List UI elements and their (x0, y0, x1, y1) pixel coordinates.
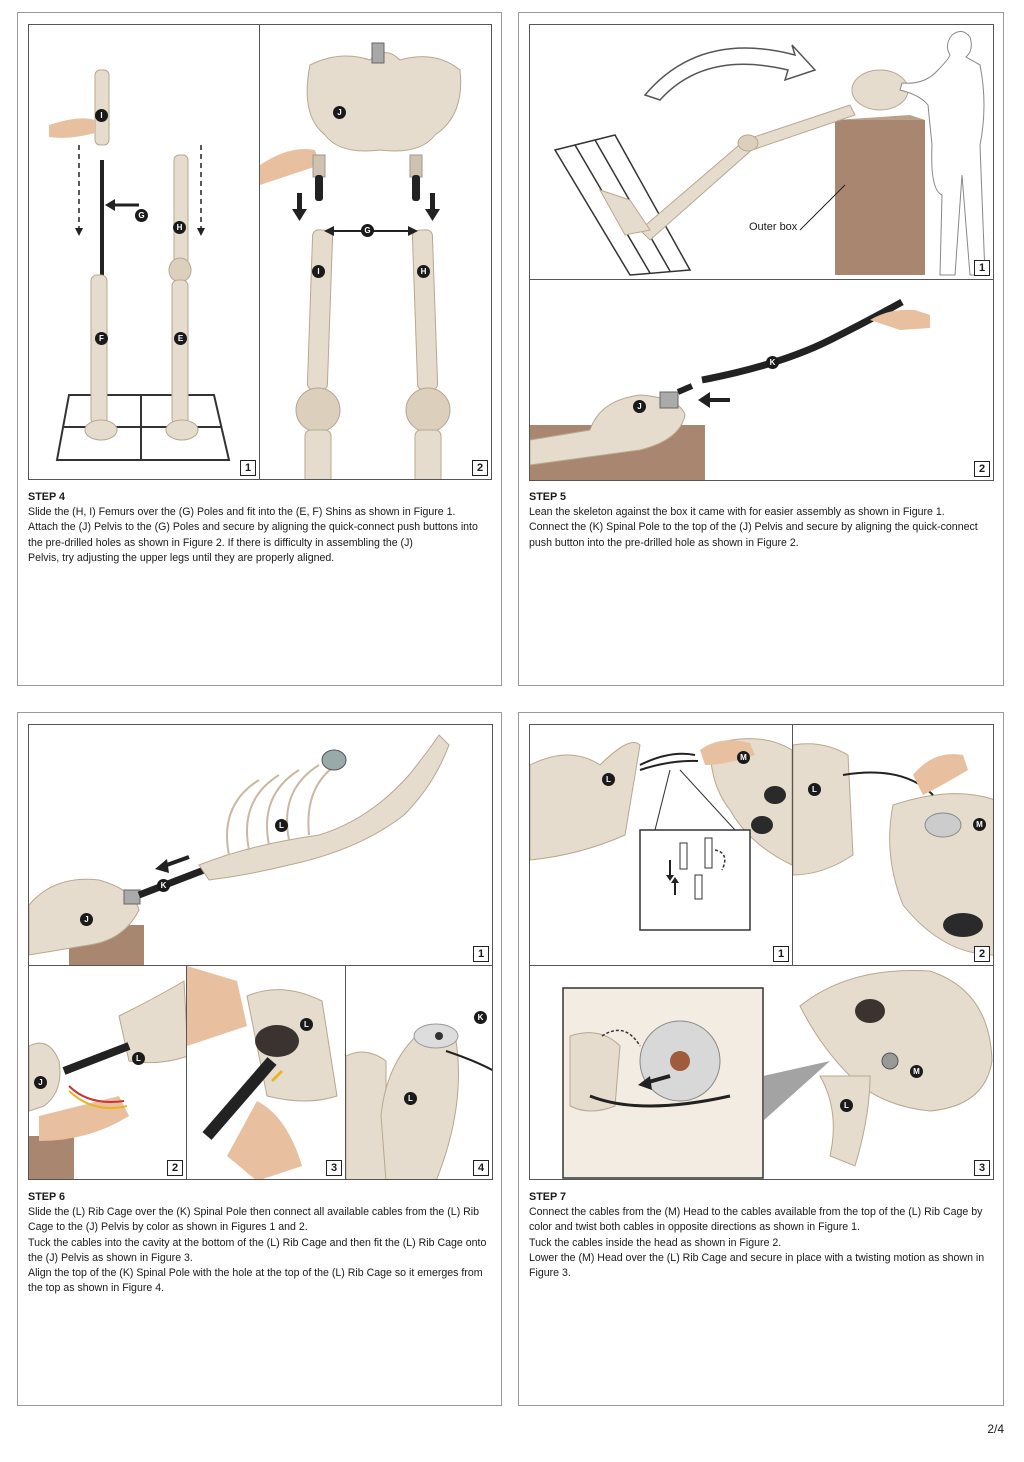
figure-number: 1 (240, 460, 256, 476)
page-number: 2/4 (987, 1422, 1004, 1436)
label-J (633, 400, 646, 413)
step4-panel (17, 12, 502, 686)
figure-number: 2 (472, 460, 488, 476)
step4-title: STEP 4 (28, 491, 66, 503)
figure-number: 4 (473, 1160, 489, 1176)
label-L (840, 1099, 853, 1112)
step6-line2: Tuck the cables into the cavity at the bottom of the (L) Rib Cage and then fit the (L) Rib Cage onto the (J) Pelvis as shown in Figure 3. (28, 1236, 487, 1264)
step4-line1: Slide the (H, I) Femurs over the (G) Poles and fit into the (E, F) Shins as shown in Figure 1. (28, 506, 456, 519)
step6-line1: Slide the (L) Rib Cage over the (K) Spinal Pole then connect all available cables from the (L) Rib Cage to the (J) Pelvis by color as shown in Figures 1 and 2. (28, 1206, 480, 1234)
step4-figure1-illustration (29, 25, 260, 480)
label-I (95, 109, 108, 122)
step5-figure1-illustration (530, 25, 994, 280)
step5-panel (518, 12, 1004, 686)
label-J (80, 913, 93, 926)
step6-instructions (28, 1190, 493, 1296)
label-L (275, 819, 288, 832)
label-M (737, 751, 750, 764)
figure-number: 1 (473, 946, 489, 962)
step6-panel (17, 712, 502, 1406)
figure-number: 2 (974, 461, 990, 477)
step6-title: STEP 6 (28, 1191, 66, 1203)
figure-number: 2 (167, 1160, 183, 1176)
label-G (135, 209, 148, 222)
step5-figure1 (529, 24, 994, 280)
step4-instructions (28, 490, 493, 566)
step7-title: STEP 7 (529, 1191, 567, 1203)
step5-instructions (529, 490, 994, 551)
label-F (95, 332, 108, 345)
step4-line3: Pelvis, try adjusting the upper legs until they are properly aligned. (28, 551, 335, 564)
step7-line2: Tuck the cables inside the head as shown in Figure 2. (529, 1236, 782, 1249)
step5-figure2-illustration (530, 280, 994, 481)
figure-number: 2 (974, 946, 990, 962)
step6-line3: Align the top of the (K) Spinal Pole with the hole at the top of the (L) Rib Cage so it emerges from the top as shown in Figure 4. (28, 1267, 483, 1295)
label-J (34, 1076, 47, 1089)
step4-line2: Attach the (J) Pelvis to the (G) Poles and secure by aligning the quick-connect push buttons into the pre-drilled holes as shown in Figure 2. If there is difficulty in assembling the (J) (28, 521, 478, 549)
step7-instructions (529, 1190, 994, 1281)
step7-figure3-illustration (530, 966, 994, 1180)
step7-figure2-illustration (793, 725, 994, 966)
step4-figure2 (259, 24, 492, 480)
step5-line1: Lean the skeleton against the box it came with for easier assembly as shown in Figure 1. (529, 506, 945, 519)
label-L (132, 1052, 145, 1065)
label-L (602, 773, 615, 786)
label-M (910, 1065, 923, 1078)
label-L (808, 783, 821, 796)
step6-figure1 (28, 724, 493, 966)
step7-figure1-illustration (530, 725, 793, 966)
figure-number: 1 (773, 946, 789, 962)
label-K (157, 879, 170, 892)
step6-figure4 (345, 965, 493, 1180)
step5-title: STEP 5 (529, 491, 567, 503)
step5-figure2 (529, 279, 994, 481)
label-E (174, 332, 187, 345)
label-H (173, 221, 186, 234)
outer-box-label: Outer box (749, 221, 798, 233)
label-G (361, 224, 374, 237)
step6-figure2 (28, 965, 187, 1180)
label-H (417, 265, 430, 278)
step6-figure4-illustration (346, 966, 493, 1180)
step7-figure1 (529, 724, 793, 966)
step7-line1: Connect the cables from the (M) Head to the cables available from the top of the (L) Rib Cage by color and twist both cables in opposite directions as shown in Figure 1. (529, 1206, 983, 1234)
step7-figure2 (792, 724, 994, 966)
step7-panel (518, 712, 1004, 1406)
label-K (474, 1011, 487, 1024)
step4-figure1 (28, 24, 260, 480)
step6-figure2-illustration (29, 966, 187, 1180)
label-L (404, 1092, 417, 1105)
figure-number: 3 (974, 1160, 990, 1176)
label-I (312, 265, 325, 278)
step7-figure3 (529, 965, 994, 1180)
step6-figure1-illustration (29, 725, 493, 966)
step7-line3: Lower the (M) Head over the (L) Rib Cage and secure in place with a twisting motion as shown in Figure 3. (529, 1251, 985, 1280)
step5-line2: Connect the (K) Spinal Pole to the top of the (J) Pelvis and secure by aligning the quick-connect push button into the pre-drilled hole as shown in Figure 2. (529, 521, 978, 549)
figure-number: 3 (326, 1160, 342, 1176)
step6-figure3 (186, 965, 346, 1180)
label-M (973, 818, 986, 831)
step4-figure2-illustration (260, 25, 492, 480)
label-J (333, 106, 346, 119)
label-L (300, 1018, 313, 1031)
step6-figure3-illustration (187, 966, 346, 1180)
figure-number: 1 (974, 260, 990, 276)
label-K (766, 356, 779, 369)
